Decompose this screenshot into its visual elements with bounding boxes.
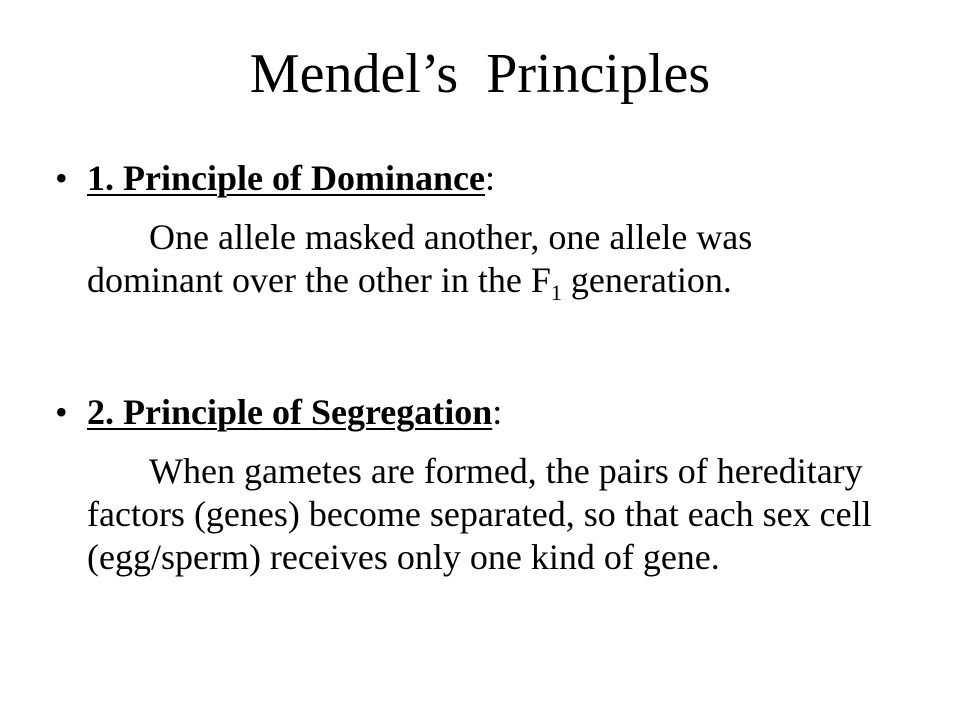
bullet-icon: • bbox=[55, 158, 68, 198]
principle-description: When gametes are formed, the pairs of hereditary factors (genes) become separated, so that each sex cell (egg/sperm) receives only one kind of gene. bbox=[87, 451, 872, 577]
slide-title: Mendel’s Principles bbox=[249, 43, 711, 105]
principle-heading: 1. Principle of Dominance bbox=[87, 158, 485, 198]
principle-heading: 2. Principle of Segregation bbox=[87, 392, 493, 432]
bullet-heading-line bbox=[55, 390, 935, 434]
principle-segregation bbox=[55, 390, 935, 579]
bullet-icon: • bbox=[55, 392, 68, 432]
heading-colon: : bbox=[484, 158, 495, 198]
heading-colon: : bbox=[492, 392, 503, 432]
bullet-heading-line bbox=[55, 156, 935, 200]
principle-dominance bbox=[55, 156, 935, 314]
subscript-text: 1 bbox=[550, 280, 562, 305]
description-text: One allele masked another, one allele was dominant over the other in the F bbox=[87, 217, 753, 300]
description-text-end: generation. bbox=[561, 260, 732, 300]
principle-description bbox=[55, 216, 887, 314]
